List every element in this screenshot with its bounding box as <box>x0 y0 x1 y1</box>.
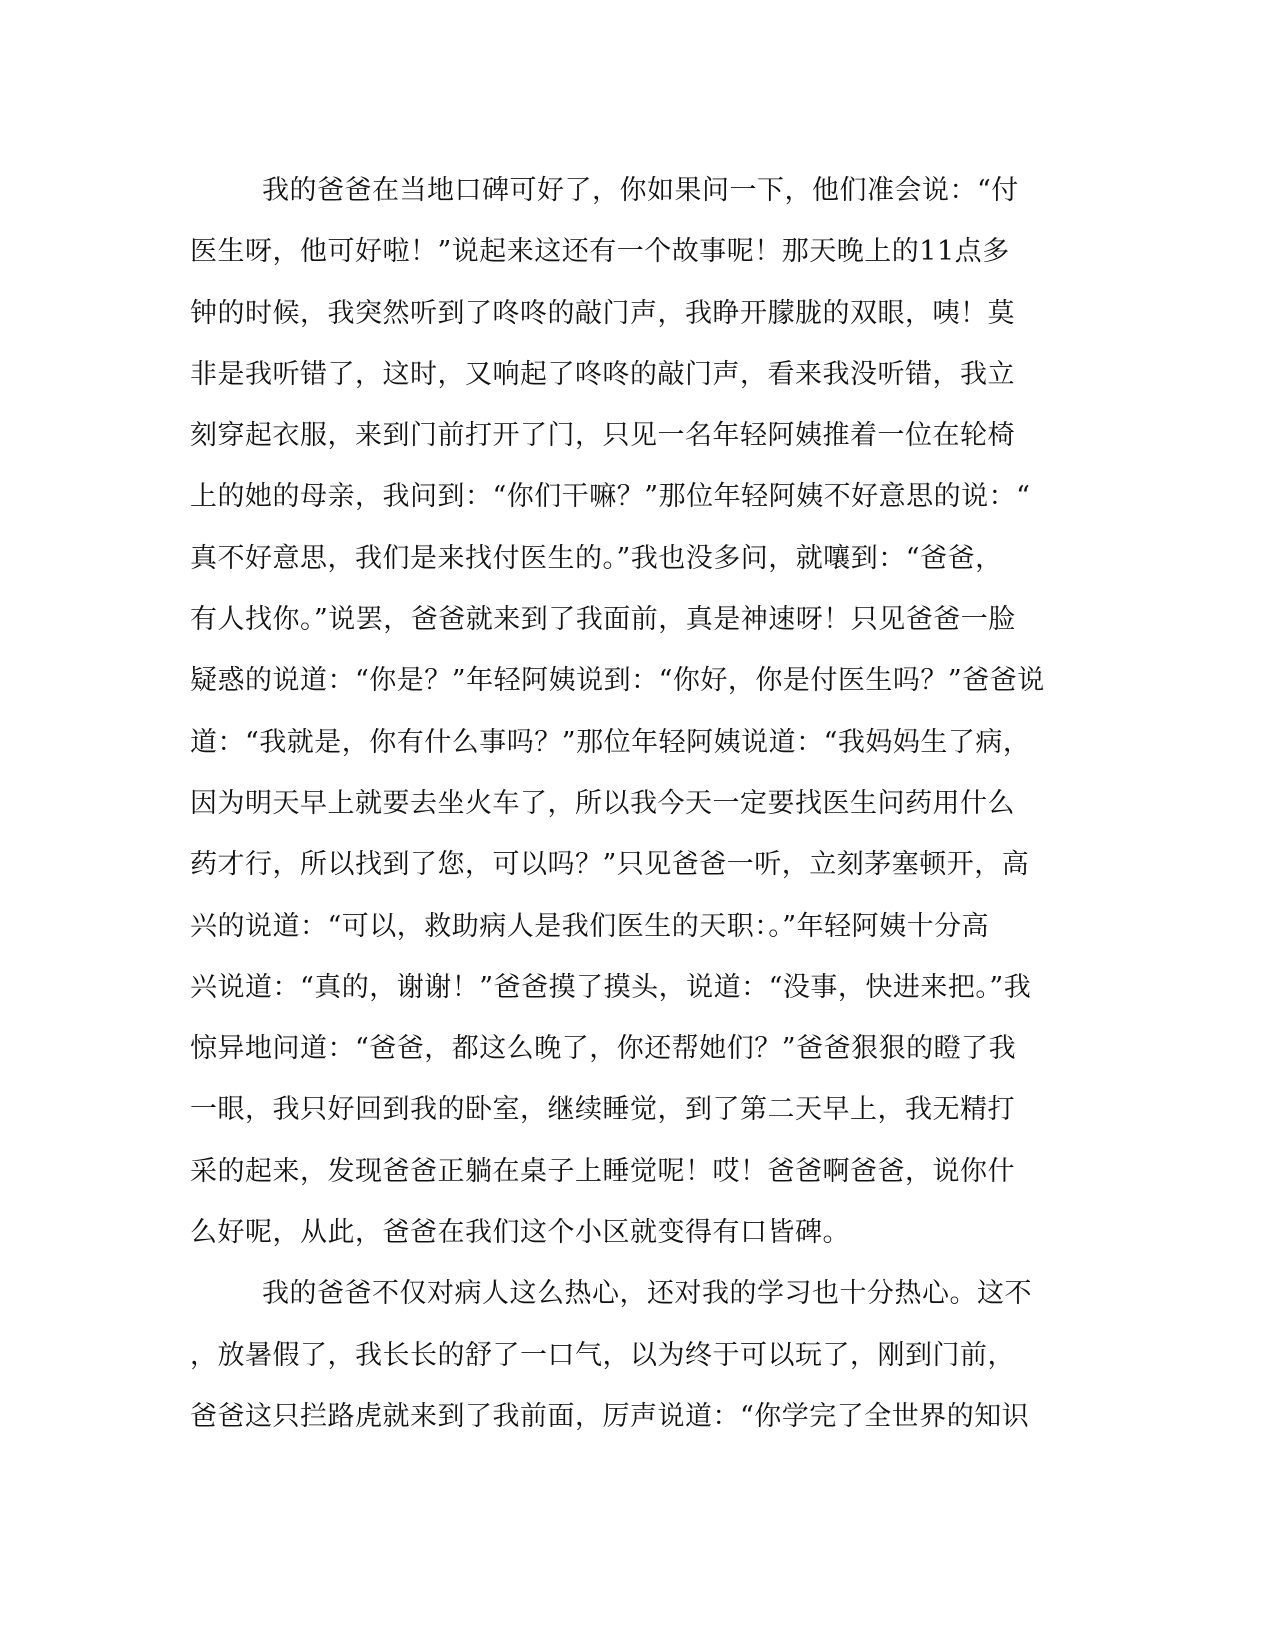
text-line: 我的爸爸在当地口碑可好了，你如果问一下，他们准会说：“付 <box>262 175 1019 206</box>
text-line: 医生呀，他可好啦！”说起来这还有一个故事呢！那天晚上的11点多 <box>190 236 1010 268</box>
paragraph-1 <box>190 160 1080 1263</box>
text-line: 兴的说道：“可以，救助病人是我们医生的天职：。”年轻阿姨十分高 <box>190 910 990 942</box>
text-line: 刻穿起衣服，来到门前打开了门，只见一名年轻阿姨推着一位在轮椅 <box>190 420 1015 452</box>
text-line: 疑惑的说道：“你是？”年轻阿姨说到：“你好，你是付医生吗？”爸爸说 <box>190 665 1045 697</box>
text-line: 非是我听错了，这时，又响起了咚咚的敲门声，看来我没听错，我立 <box>190 358 1015 390</box>
text-line: 爸爸这只拦路虎就来到了我前面，厉声说道：“你学完了全世界的知识 <box>190 1400 1030 1432</box>
text-line: 真不好意思，我们是来找付医生的。”我也没多问，就嚷到：“爸爸， <box>190 542 1003 574</box>
text-line: 药才行，所以找到了您，可以吗？”只见爸爸一听，立刻茅塞顿开，高 <box>190 849 1030 881</box>
text-line: 因为明天早上就要去坐火车了，所以我今天一定要找医生问药用什么 <box>190 787 1015 819</box>
paragraph-2 <box>190 1263 1080 1447</box>
text-line: 我的爸爸不仅对病人这么热心，还对我的学习也十分热心。这不 <box>262 1278 1032 1310</box>
text-line: 有人找你。”说罢，爸爸就来到了我面前，真是神速呀！只见爸爸一脸 <box>190 604 1016 636</box>
document-body <box>190 160 1080 1447</box>
text-line: 兴说道：“真的，谢谢！”爸爸摸了摸头，说道：“没事，快进来把。”我 <box>190 971 1032 1003</box>
text-line: 上的她的母亲，我问到：“你们干嘛？”那位年轻阿姨不好意思的说：“ <box>190 481 1031 513</box>
text-line: 么好呢，从此，爸爸在我们这个小区就变得有口皆碑。 <box>190 1217 850 1249</box>
text-line: 钟的时候，我突然听到了咚咚的敲门声，我睁开朦胧的双眼，咦！莫 <box>190 297 1015 329</box>
text-line: 一眼，我只好回到我的卧室，继续睡觉，到了第二天早上，我无精打 <box>190 1094 1015 1126</box>
text-line: ，放暑假了，我长长的舒了一口气，以为终于可以玩了，刚到门前， <box>190 1339 1015 1371</box>
text-line: 惊异地问道：“爸爸，都这么晚了，你还帮她们？”爸爸狠狠的瞪了我 <box>190 1033 1017 1065</box>
text-line: 道：“我就是，你有什么事吗？”那位年轻阿姨说道：“我妈妈生了病， <box>190 726 1031 758</box>
text-line: 采的起来，发现爸爸正躺在桌子上睡觉呢！哎！爸爸啊爸爸，说你什 <box>190 1155 1015 1187</box>
